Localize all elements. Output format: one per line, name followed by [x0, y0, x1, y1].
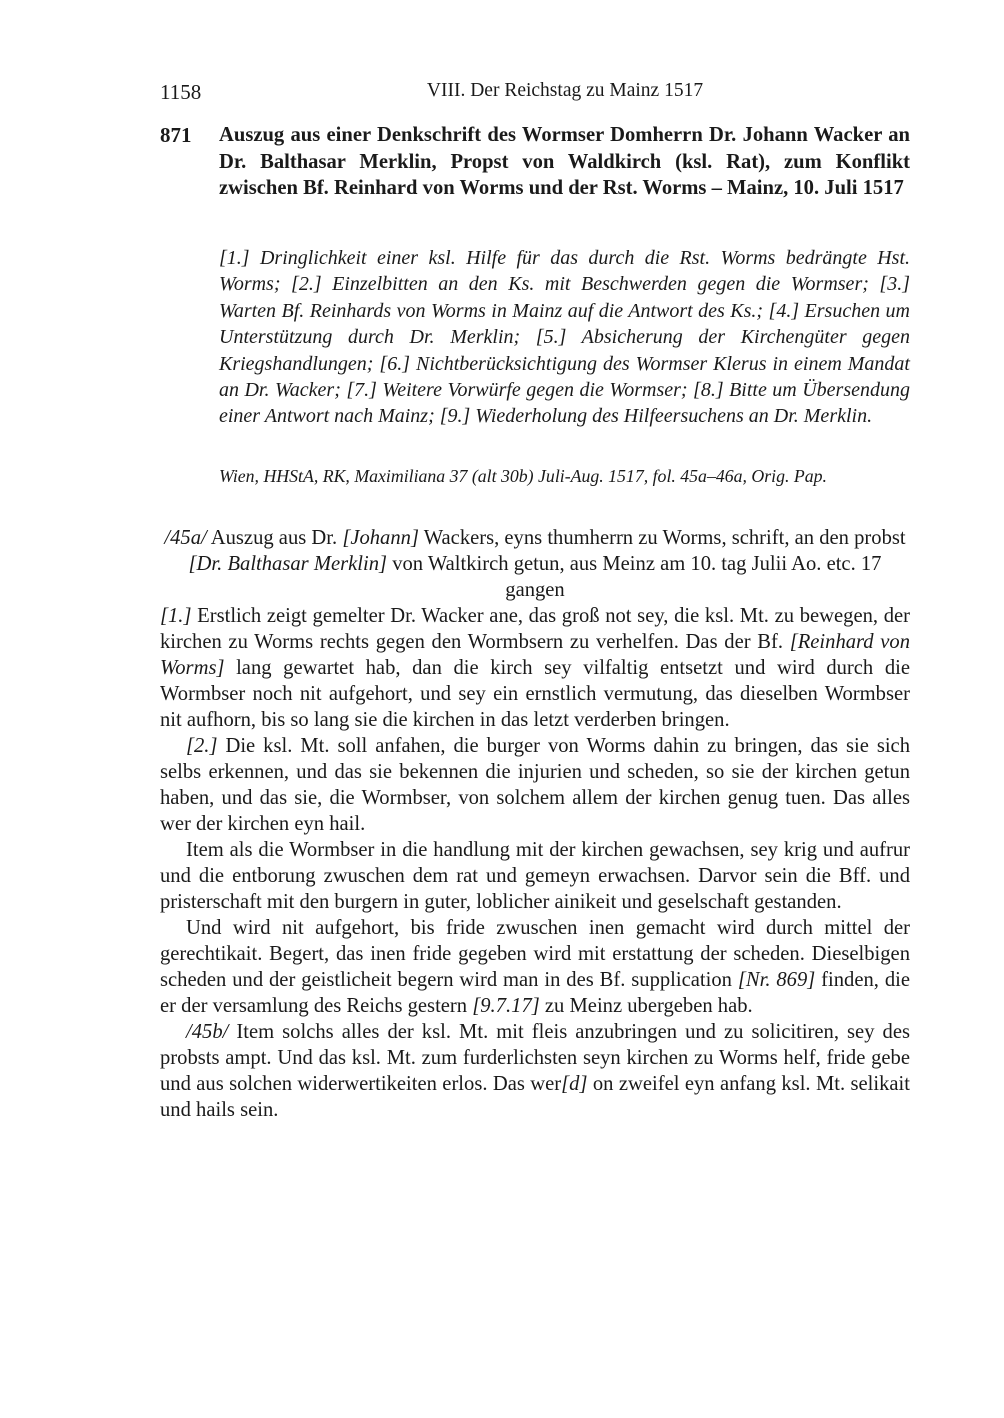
source-reference: Wien, HHStA, RK, Maximiliana 37 (alt 30b) Juli-Aug. 1517, fol. 45a–46a, Orig. Pap. [219, 466, 827, 486]
regest-summary: [1.] Dringlichkeit einer ksl. Hilfe für das durch die Rst. Worms bedrängte Hst. Worms; [2.] Einzelbitten an den Ks. mit Beschwerden gegen die Wormser; [3.] Warten Bf. Reinhards von Worms in Mainz auf die Antwort des Ks.; [4.] Ersuchen um Unterstützung durch Dr. Merklin; [5.] Absicherung der Kirchengüter gegen Kriegshandlungen; [6.] Nichtberücksichtigung des Wormser Klerus in einem Mandat an Dr. Wacker; [7.] Weitere Vorwürfe gegen die Wormser; [8.] Bitte um Übersendung einer Antwort nach Mainz; [9.] Wiederholung des Hilfeersuchens an Dr. Merklin. [219, 247, 910, 428]
paragraph-text: lang gewartet hab, dan die kirch sey vilfaltig entsetzt und wird durch die Wormbser noch nit aufgehort, und sey ein ernstlich vermutung, das dieselben Wormbser nit aufhorn, bis so lang sie die kirchen in das letzt verderben bringen. [160, 657, 910, 731]
running-head [160, 80, 910, 110]
editorial-insertion: [d] [561, 1073, 588, 1095]
running-title: VIII. Der Reichstag zu Mainz 1517 [426, 80, 704, 101]
paragraph-text: finden, die er der versamlung des Reichs gestern [160, 969, 910, 1017]
paragraph-4 [160, 915, 910, 1019]
paragraph-marker: [1.] [160, 605, 192, 627]
paragraph-text: Item solchs alles der ksl. Mt. mit fleis anzubringen und zu solicitiren, sey des probsts ampt. Und das ksl. Mt. zum furderlichsten seyn kirchen zu Worms helf, fride gebe und aus solchen widerwertikeiten erlos. Das wer [160, 1021, 910, 1095]
page-number: 1158 [160, 80, 202, 104]
document-heading [160, 122, 910, 202]
document-number: 871 [160, 123, 192, 147]
intro-text: Wackers, eyns thumherrn zu Worms, schrift, an den probst [418, 527, 906, 549]
editorial-insertion: [9.7.17] [472, 995, 540, 1017]
paragraph-marker: [2.] [186, 735, 218, 757]
intro-text: von Waltkirch getun, aus Meinz am 10. tag Julii Ao. etc. 17 gangen [387, 553, 882, 601]
paragraph-text: Und wird nit aufgehort, bis fride zwuschen inen gemacht wird durch mittel der gerechtikait. Begert, das inen fride gegeben wird mit erstattung der scheden. Dieselbigen scheden und der geistlicheit begern wird man in des Bf. supplication [160, 917, 910, 991]
paragraph-2 [160, 733, 910, 837]
editorial-insertion: [Reinhard von Worms] [160, 631, 910, 679]
paragraph-text: Erstlich zeigt gemelter Dr. Wacker ane, das groß not sey, die ksl. Mt. zu bewegen, der kirchen zu Worms rechts gegen den Wormbsern zu verhelfen. Das der Bf. [160, 605, 910, 653]
paragraph-3: Item als die Wormbser in die handlung mit der kirchen gewachsen, sey krig und aufrur und die entborung zwuschen dem rat und gemeyn erwachsen. Darvor sein die Bff. und pristerschaft mit den burgern in guter, loblicher ainikeit und geselschaft gestanden. [160, 839, 910, 913]
intro-paragraph [160, 525, 910, 603]
editorial-insertion: [Johann] [342, 527, 419, 549]
paragraph-5 [160, 1019, 910, 1123]
editorial-insertion: [Dr. Balthasar Merklin] [188, 553, 388, 575]
paragraph-text: Die ksl. Mt. soll anfahen, die burger von Worms dahin zu bringen, das sie sich selbs erkennen, und das sie bekennen die injurien und scheden, so sie der kirchen getun haben, und das sie, die Wormbser, von solchem allem der kirchen genug tuen. Das alles wer der kirchen eyn hail. [160, 735, 910, 835]
paragraph-text: on zweifel eyn anfang ksl. Mt. selikait und hails sein. [160, 1073, 910, 1121]
paragraph-text: zu Meinz ubergeben hab. [539, 995, 753, 1017]
folio-marker: /45b/ [186, 1021, 229, 1043]
intro-text: Auszug aus Dr. [206, 527, 343, 549]
paragraph-1 [160, 603, 910, 733]
body-text [160, 603, 910, 1123]
editorial-insertion: [Nr. 869] [737, 969, 816, 991]
folio-marker: /45a/ [164, 527, 207, 549]
document-title: Auszug aus einer Denkschrift des Wormser Domherrn Dr. Johann Wacker an Dr. Balthasar Merklin, Propst von Waldkirch (ksl. Rat), zum Konflikt zwischen Bf. Reinhard von Worms und der Rst. Worms – Mainz, 10. Juli 1517 [219, 124, 910, 199]
